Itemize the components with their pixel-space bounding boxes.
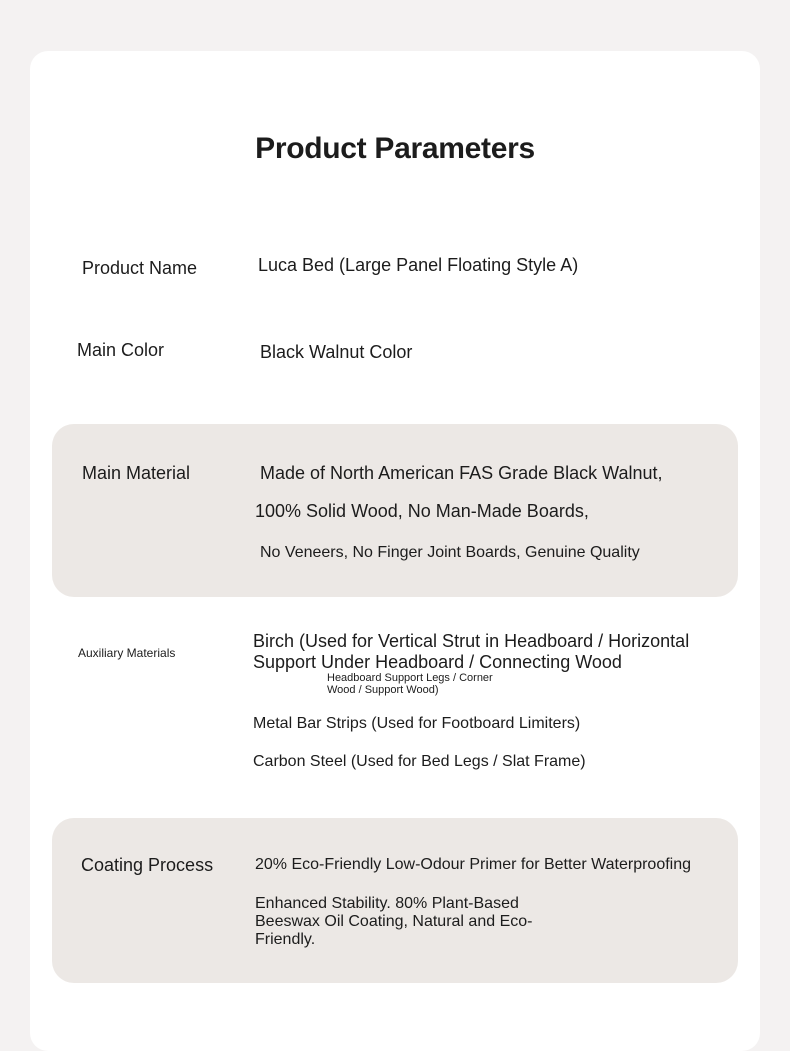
coating-process-label: Coating Process [81,855,214,875]
auxiliary-birch-continuation: Headboard Support Legs / Corner Wood / Support Wood) [327,672,493,696]
main-material-line-3: No Veneers, No Finger Joint Boards, Genuine Quality [260,544,640,561]
main-material-line-1: Made of North American FAS Grade Black Walnut, [260,463,663,483]
auxiliary-metal-value: Metal Bar Strips (Used for Footboard Limiters) [253,715,581,732]
main-material-label: Main Material [82,463,191,483]
main-color-label: Main Color [77,340,165,360]
coating-process-line-1: 20% Eco-Friendly Low-Odour Primer for Better Waterproofing [255,856,692,873]
coating-process-line-2: Enhanced Stability. 80% Plant-Based Beeswax Oil Coating, Natural and Eco-Friendly. [255,895,533,948]
product-name-value: Luca Bed (Large Panel Floating Style A) [258,255,579,275]
auxiliary-birch-value: Birch (Used for Vertical Strut in Headboard / Horizontal Support Under Headboard / Connecting Wood [253,631,690,672]
product-name-label: Product Name [82,258,198,278]
main-material-line-2: 100% Solid Wood, No Man-Made Boards, [255,501,589,521]
main-color-value: Black Walnut Color [260,342,413,362]
page-title: Product Parameters [255,132,535,165]
auxiliary-materials-label: Auxiliary Materials [78,646,176,660]
auxiliary-carbon-value: Carbon Steel (Used for Bed Legs / Slat Frame) [253,753,586,770]
